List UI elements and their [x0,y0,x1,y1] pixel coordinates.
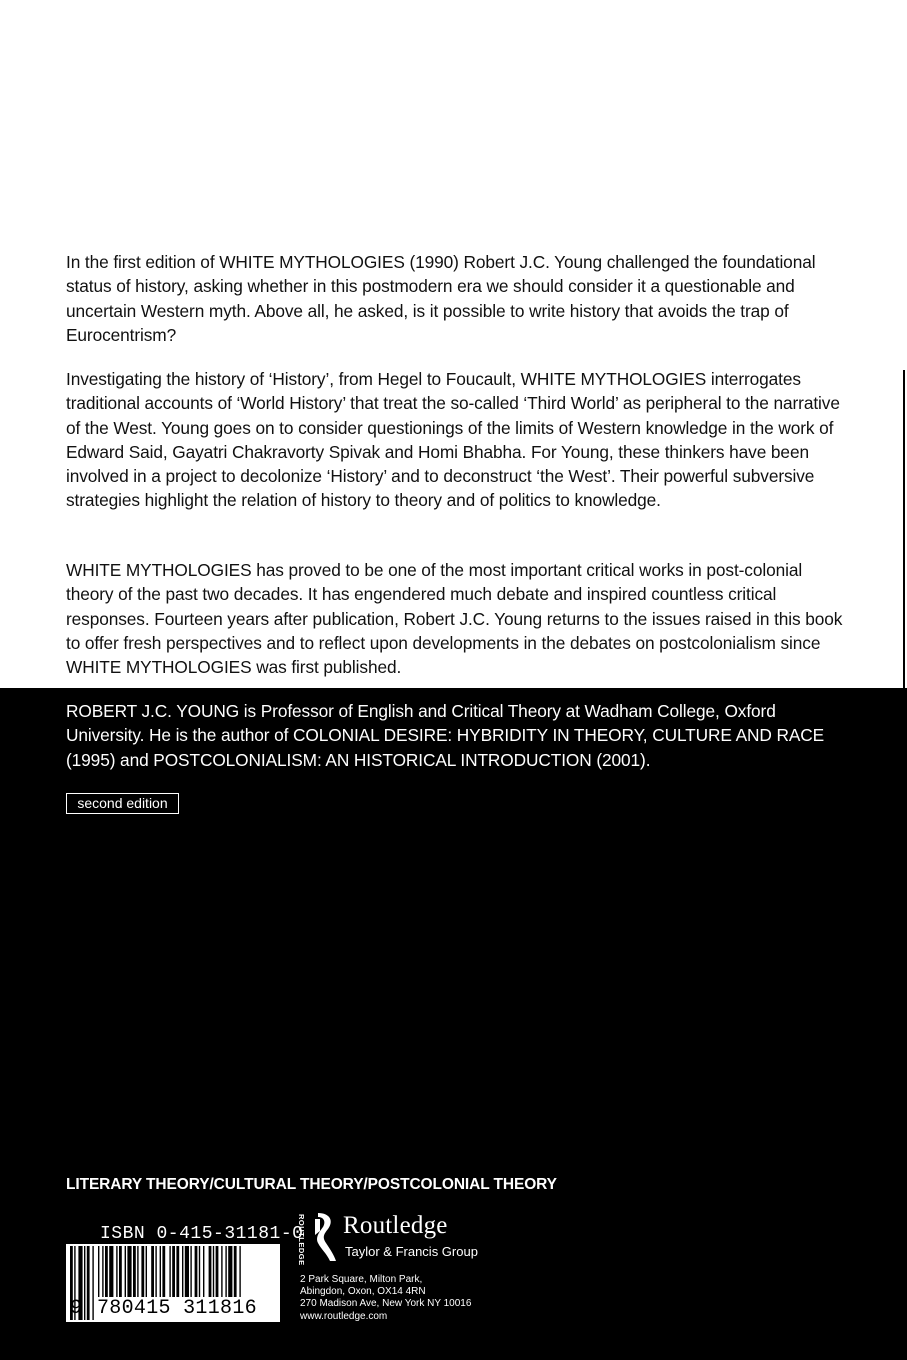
author-bio: ROBERT J.C. YOUNG is Professor of English and Critical Theory at Wadham College, Oxford University. He is the author of COLONIAL DESIRE: HYBRIDITY IN THEORY, CULTURE AND RACE (1995) and POSTCOLONIALISM: AN HISTORICAL INTRODUCTION (2001). [66,701,825,770]
blurb-paragraph-1: In the first edition of WHITE MYTHOLOGIES (1990) Robert J.C. Young challenged the foundational status of history, asking whether in this postmodern era we should consider it a questionable and uncertain Western myth. Above all, he asked, is it possible to write history that avoids the trap of Eurocentrism? [66,252,816,345]
address-line: Abingdon, Oxon, OX14 4RN [300,1286,426,1297]
publisher-name: Routledge [343,1212,448,1239]
address-line: 270 Madison Ave, New York NY 10016 [300,1298,472,1309]
isbn-label: ISBN 0-415-31181-0 [100,1224,304,1244]
blurb-paragraph-2: Investigating the history of ‘History’, from Hegel to Foucault, WHITE MYTHOLOGIES interrogates traditional accounts of ‘World History’ that treat the so-called ‘Third World’ as peripheral to the narrative of the West. Young goes on to consider questionings of the limits of Western knowledge in the work of Edward Said, Gayatri Chakravorty Spivak and Homi Bhabha. For Young, these thinkers have been involved in a project to decolonize ‘History’ and to deconstruct ‘the West’. Their powerful subversive strategies highlight the relation of history to theory and of politics to knowledge. [66,369,840,511]
blurb-paragraph-3: WHITE MYTHOLOGIES has proved to be one of the most important critical works in post-colonial theory of the past two decades. It has engendered much debate and inspired countless critical responses. Fourteen years after publication, Robert J.C. Young returns to the issues raised in this book to offer fresh perspectives and to reflect upon developments in the debates on postcolonialism since WHITE MYTHOLOGIES was first published. [66,560,843,678]
barcode-digits [66,1297,280,1321]
barcode-first-digit: 9 [70,1297,83,1320]
edge-line [903,370,905,688]
edition-badge: second edition [66,793,179,814]
barcode-number: 780415 311816 [97,1297,257,1320]
publisher-website: www.routledge.com [300,1311,388,1322]
address-line: 2 Park Square, Milton Park, [300,1274,423,1285]
publisher-subtitle: Taylor & Francis Group [345,1244,478,1259]
publisher-vertical-label: ROUTLEDGE [297,1214,306,1266]
routledge-logo-icon [312,1211,338,1263]
subject-category: LITERARY THEORY/CULTURAL THEORY/POSTCOLONIAL THEORY [66,1176,557,1193]
